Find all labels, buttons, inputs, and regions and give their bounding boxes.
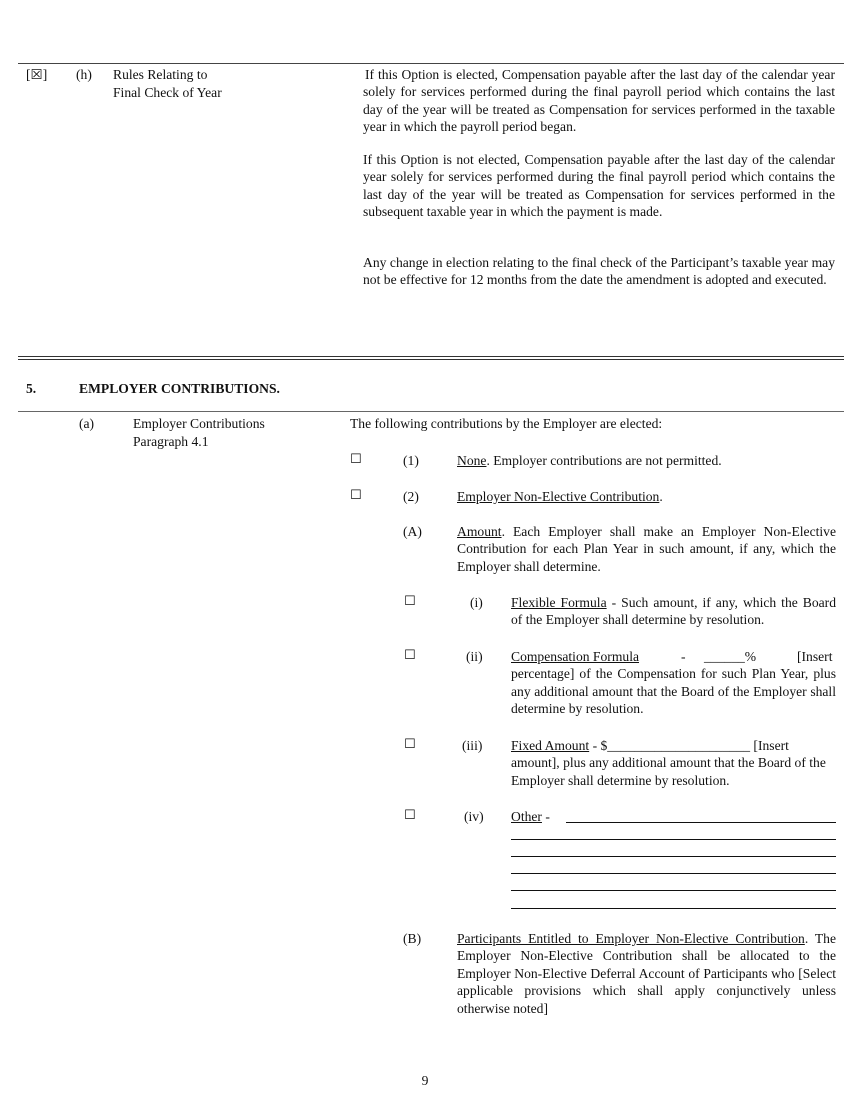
option-h-title-line2: Final Check of Year (113, 85, 222, 100)
page-number: 9 (421, 1073, 429, 1088)
subitem-A-desc: . Each Employer shall make an Employer Non-Elective Contribution for each Plan Year in such amount, if any, which the Employer shall determine. (457, 524, 836, 574)
option-iii-number: (iii) (462, 738, 483, 753)
option-h-letter: (h) (76, 67, 92, 82)
option-ii-percent-blank[interactable]: ______% (704, 649, 757, 664)
option-h-title-line1: Rules Relating to (113, 67, 208, 82)
subitem-B-text (457, 930, 836, 1017)
option-1-text (457, 452, 722, 469)
option-iv-number: (iv) (464, 809, 484, 824)
subitem-B-desc: . The Employer Non-Elective Contribution shall be allocated to the Employer Non-Elective Deferral Account of Participants who [Select applicable provisions which shall apply conjunctively unless otherwise noted] (457, 931, 837, 1016)
option-2-period: . (659, 489, 663, 504)
option-iii-title: Fixed Amount (511, 738, 590, 753)
subitem-A-text (457, 523, 836, 575)
option-iv-blank-line-4[interactable] (511, 873, 836, 874)
section-divider-top (18, 356, 844, 357)
option-ii-checkbox[interactable]: ☐ (404, 648, 416, 663)
subitem-A-letter: (A) (403, 524, 422, 539)
section-5-heading: EMPLOYER CONTRIBUTIONS. (79, 381, 280, 396)
option-iv-blank-line-5[interactable] (511, 890, 836, 891)
option-iii-text (511, 737, 838, 789)
option-iv-title: Other (511, 809, 542, 824)
subitem-A-title: Amount (457, 524, 502, 539)
option-ii-title: Compensation Formula (511, 649, 639, 664)
option-iii-prefix: - $ (589, 738, 608, 753)
option-ii-number: (ii) (466, 649, 483, 664)
option-iii-checkbox[interactable]: ☐ (404, 737, 416, 752)
option-ii-text: [Insert percentage] of the Compensation for such Plan Year, plus any additional amount that the Board of the Employer shall determine by resolution. (511, 649, 836, 717)
section-5-number: 5. (26, 381, 37, 396)
option-h-checkbox[interactable]: [☒] (26, 67, 48, 82)
subitem-B-title: Participants Entitled to Employer Non-Elective Contribution (457, 931, 805, 946)
option-i-checkbox[interactable]: ☐ (404, 594, 416, 609)
subsection-a-letter: (a) (79, 416, 95, 431)
subsection-a-title-line2: Paragraph 4.1 (133, 434, 209, 449)
option-1-checkbox[interactable]: ☐ (350, 452, 362, 467)
section-5-rule (18, 411, 844, 412)
option-iv-blank-line-2[interactable] (511, 839, 836, 840)
option-iii-amount-blank[interactable]: _____________________ (607, 738, 751, 753)
top-rule (18, 63, 844, 64)
option-iii-desc: [Insert amount], plus any additional amount that the Board of the Employer shall determine by resolution. (511, 738, 826, 788)
option-iv-blank-line-3[interactable] (511, 856, 836, 857)
option-iv-text (511, 808, 550, 825)
option-2-number: (2) (403, 489, 419, 504)
subsection-a-intro: The following contributions by the Employer are elected: (350, 416, 663, 431)
option-iv-dash: - (541, 809, 550, 824)
option-2-text (457, 488, 663, 505)
option-i-number: (i) (470, 595, 483, 610)
section-divider-bottom (18, 359, 844, 360)
option-h-para3: Any change in election relating to the final check of the Participant’s taxable year may not be effective for 12 months from the date the amendment is adopted and executed. (363, 255, 835, 288)
subsection-a-title-line1: Employer Contributions (133, 416, 265, 431)
subitem-B-letter: (B) (403, 931, 422, 946)
option-i-desc: - Such amount, if any, which the Board of the Employer shall determine by resolution. (511, 595, 837, 628)
option-1-desc: . Employer contributions are not permitted. (486, 453, 722, 468)
option-iv-blank-line-1[interactable] (566, 822, 836, 823)
option-i-title: Flexible Formula (511, 595, 607, 610)
option-h-para2: If this Option is not elected, Compensation payable after the last day of the calendar year solely for services performed during the final payroll period which contains the last day of the year will be treated as Compensation for services performed in the subsequent taxable year in which the payment is made. (363, 152, 835, 220)
option-h-para1: If this Option is elected, Compensation payable after the last day of the calendar year solely for services performed during the final payroll period which contains the last day of the year will be treated as Compensation for services performed in the taxable year in which the payroll period began. (363, 67, 835, 135)
option-2-title: Employer Non-Elective Contribution (457, 489, 660, 504)
option-i-text (511, 594, 836, 629)
option-1-number: (1) (403, 453, 419, 468)
option-1-title: None (457, 453, 487, 468)
option-2-checkbox[interactable]: ☐ (350, 488, 362, 503)
option-ii-dash: - (681, 649, 686, 664)
option-iv-blank-line-6[interactable] (511, 908, 836, 909)
option-iv-checkbox[interactable]: ☐ (404, 808, 416, 823)
